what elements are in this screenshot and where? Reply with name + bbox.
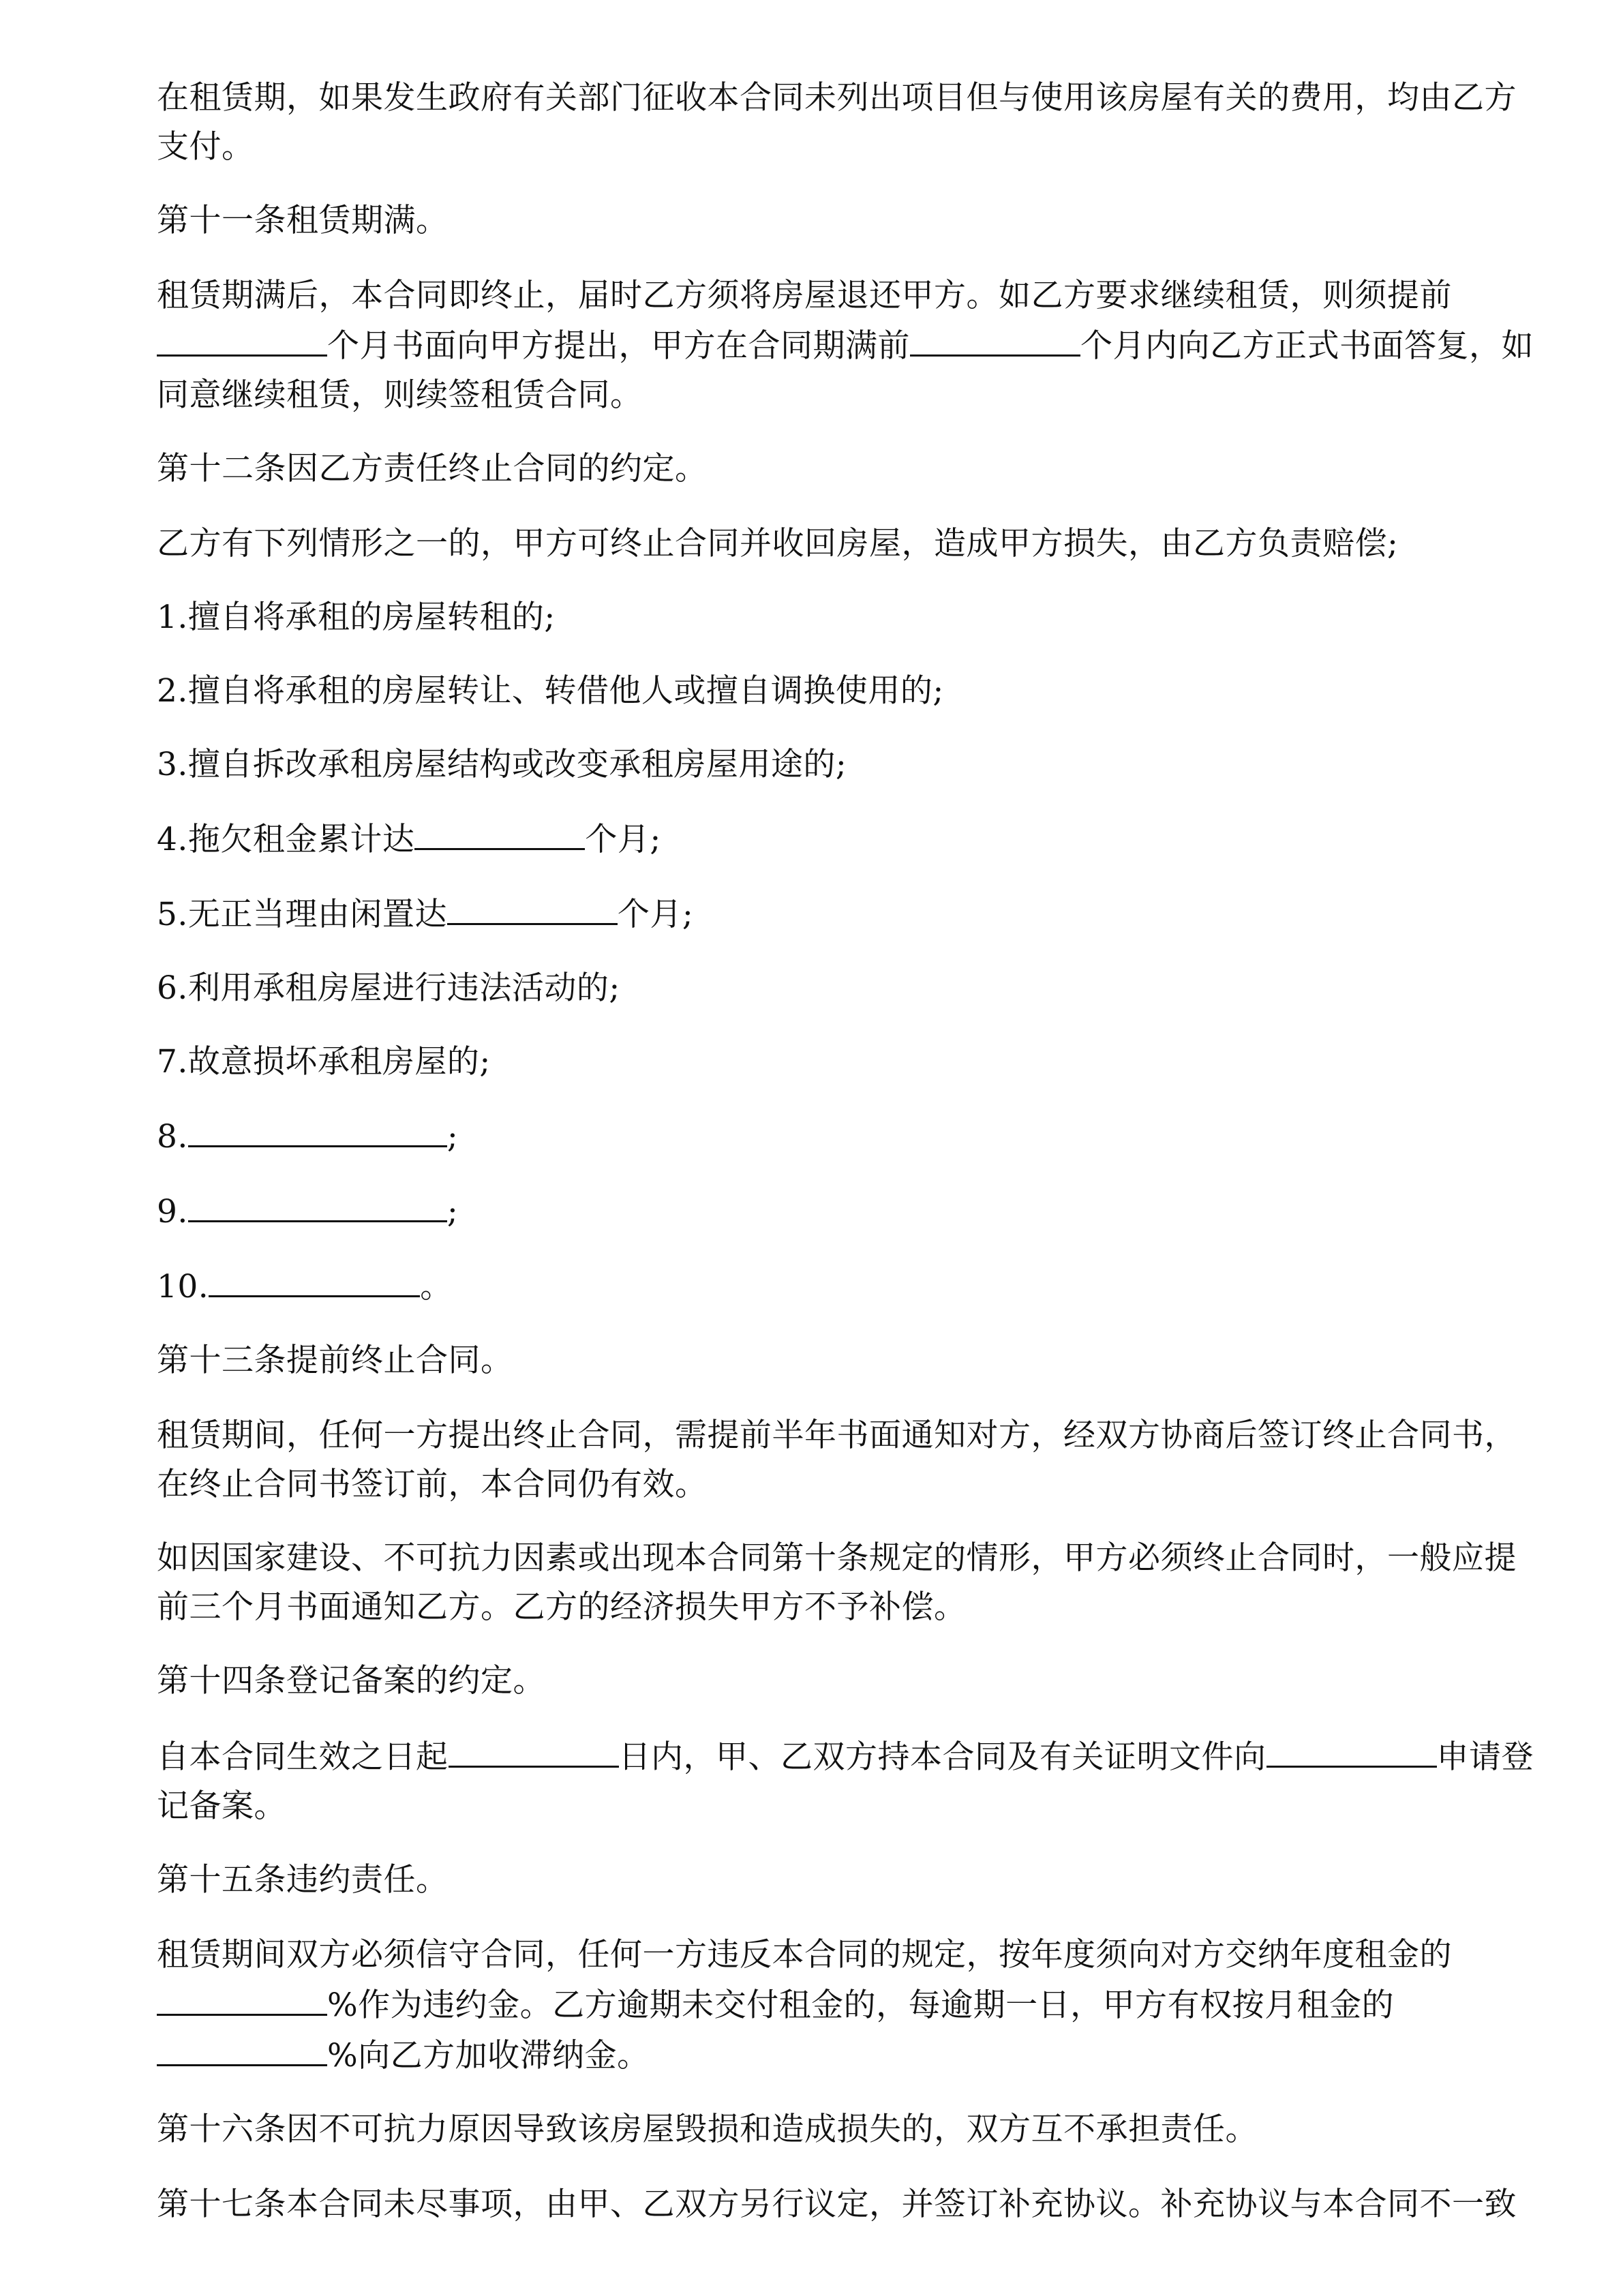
text-segment: 日内，甲、乙双方持本合同及有关证明文件向 bbox=[618, 1738, 1266, 1776]
text-segment: %作为违约金。乙方逾期未交付租金的，每逾期一日，甲方有权按月租金的 bbox=[327, 1987, 1395, 2024]
text-segment: ; bbox=[446, 1118, 459, 1155]
document-page bbox=[157, 74, 1547, 2255]
article-11-heading: 第十一条租赁期满。 bbox=[157, 202, 449, 239]
blank-field[interactable] bbox=[157, 1980, 327, 2016]
paragraph-early-termination: 租赁期间，任何一方提出终止合同，需提前半年书面通知对方，经双方协商后签订终止合同书，在终止合同书签订前，本合同仍有效。 bbox=[157, 1417, 1517, 1503]
blank-field[interactable] bbox=[188, 1186, 447, 1222]
text-segment: %向乙方加收滞纳金。 bbox=[327, 2037, 650, 2074]
list-item-1: 1.擅自将承租的房屋转租的; bbox=[157, 599, 556, 636]
text-segment: 个月书面向甲方提出，甲方在合同期满前 bbox=[327, 327, 910, 365]
list-item-4 bbox=[157, 814, 1547, 864]
blank-field[interactable] bbox=[414, 814, 585, 850]
blank-field[interactable] bbox=[449, 1732, 619, 1768]
list-item-3: 3.擅自拆改承租房屋结构或改变承租房屋用途的; bbox=[157, 746, 847, 783]
text-segment: ; bbox=[446, 1193, 459, 1230]
article-13-heading: 第十三条提前终止合同。 bbox=[157, 1342, 513, 1379]
text-segment: 。 bbox=[420, 1268, 453, 1305]
text-segment: 10. bbox=[157, 1268, 209, 1305]
list-item-2: 2.擅自将承租的房屋转让、转借他人或擅自调换使用的; bbox=[157, 672, 944, 710]
paragraph-fees: 在租赁期，如果发生政府有关部门征收本合同未列出项目但与使用该房屋有关的费用，均由乙方支付。 bbox=[157, 79, 1517, 166]
blank-field[interactable] bbox=[157, 2030, 327, 2066]
text-segment: 申请登记备案。 bbox=[157, 1738, 1534, 1825]
text-segment: 个月内向乙方正式书面答复，如同意继续租赁，则续签租赁合同。 bbox=[157, 327, 1534, 414]
list-item-9 bbox=[157, 1186, 1547, 1237]
text-segment: 5.无正当理由闲置达 bbox=[157, 896, 447, 933]
text-segment: 个月; bbox=[617, 896, 694, 933]
text-segment: 4.拖欠租金累计达 bbox=[157, 821, 415, 858]
text-segment: 租赁期满后，本合同即终止，届时乙方须将房屋退还甲方。如乙方要求继续租赁，则须提前 bbox=[157, 277, 1452, 314]
paragraph-registration bbox=[157, 1732, 1547, 1831]
blank-field[interactable] bbox=[1266, 1732, 1437, 1768]
list-item-5 bbox=[157, 889, 1547, 939]
text-segment: 个月; bbox=[585, 821, 661, 858]
blank-field[interactable] bbox=[910, 320, 1080, 357]
paragraph-force-majeure-notice: 如因国家建设、不可抗力因素或出现本合同第十条规定的情形，甲方必须终止合同时，一般应提前三个月书面通知乙方。乙方的经济损失甲方不予补偿。 bbox=[157, 1539, 1517, 1626]
paragraph-lease-expiry bbox=[157, 271, 1547, 420]
text-segment: 9. bbox=[157, 1193, 188, 1230]
text-segment: 8. bbox=[157, 1118, 188, 1155]
paragraph-termination-conditions: 乙方有下列情形之一的，甲方可终止合同并收回房屋，造成甲方损失，由乙方负责赔偿; bbox=[157, 525, 1399, 562]
blank-field[interactable] bbox=[447, 889, 618, 925]
text-segment: 自本合同生效之日起 bbox=[157, 1738, 449, 1776]
blank-field[interactable] bbox=[209, 1261, 420, 1297]
blank-field[interactable] bbox=[188, 1111, 447, 1147]
article-15-heading: 第十五条违约责任。 bbox=[157, 1861, 449, 1899]
list-item-10 bbox=[157, 1261, 1547, 1312]
list-item-8 bbox=[157, 1111, 1547, 1162]
article-14-heading: 第十四条登记备案的约定。 bbox=[157, 1662, 545, 1700]
list-item-6: 6.利用承租房屋进行违法活动的; bbox=[157, 969, 620, 1007]
paragraph-breach-liability bbox=[157, 1931, 1547, 2081]
text-segment: 租赁期间双方必须信守合同，任何一方违反本合同的规定，按年度须向对方交纳年度租金的 bbox=[157, 1936, 1452, 1974]
article-17-heading: 第十七条本合同未尽事项，由甲、乙双方另行议定，并签订补充协议。补充协议与本合同不一致 bbox=[157, 2186, 1517, 2223]
article-16-heading: 第十六条因不可抗力原因导致该房屋毁损和造成损失的，双方互不承担责任。 bbox=[157, 2111, 1258, 2148]
blank-field[interactable] bbox=[157, 320, 327, 357]
article-12-heading: 第十二条因乙方责任终止合同的约定。 bbox=[157, 450, 708, 487]
list-item-7: 7.故意损坏承租房屋的; bbox=[157, 1043, 491, 1081]
